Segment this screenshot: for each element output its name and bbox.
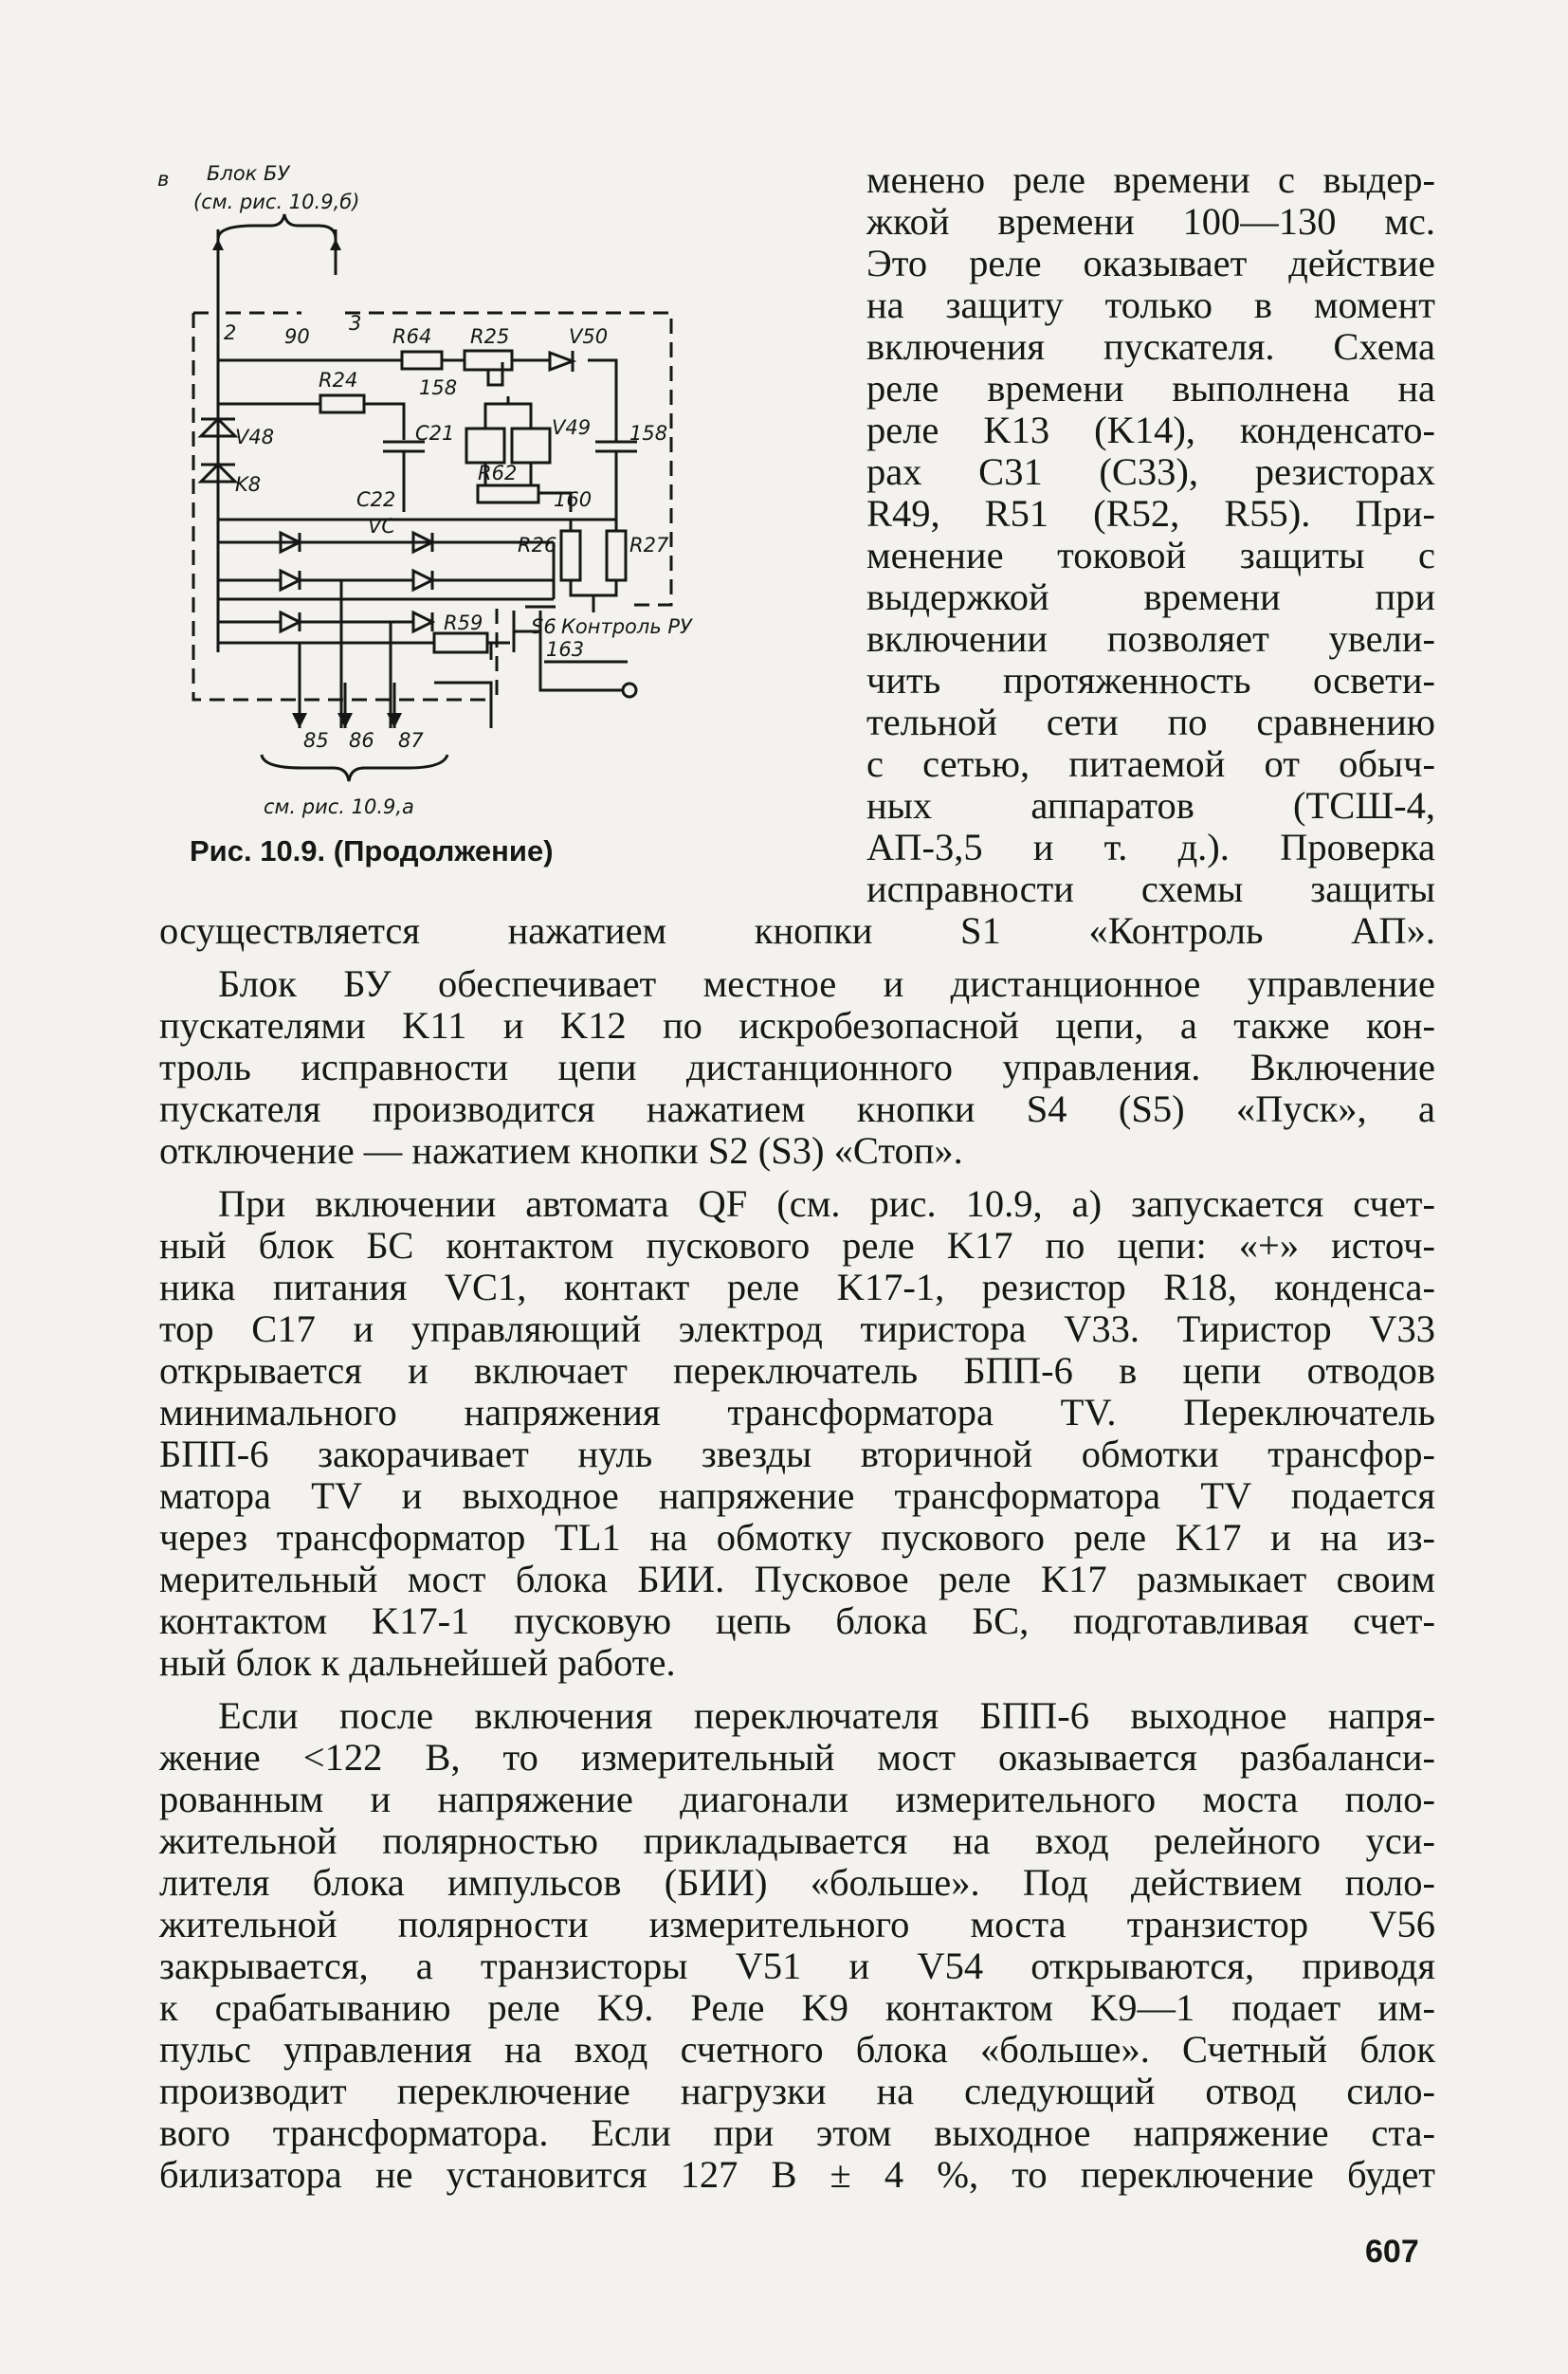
body-line-23: лителя блока импульсов (БИИ) «больше». Под действием поло-	[159, 1861, 1435, 1904]
circuit-diagram	[159, 159, 775, 823]
diagram-label-158a: 158	[419, 376, 458, 399]
body-line-6: отключение — нажатием кнопки S2 (S3) «Стоп».	[159, 1129, 963, 1172]
figure-caption: Рис. 10.9. (Продолжение)	[190, 834, 554, 867]
diagram-label-k8: V49	[552, 416, 592, 439]
body-line-22: жительной полярностью прикладывается на вход релейного уси-	[159, 1819, 1435, 1862]
body-line-18: ный блок к дальнейшей работе.	[159, 1641, 676, 1684]
body-line-11: открывается и включает переключатель БПП-6 в цепи отводов	[159, 1349, 1435, 1392]
body-line-26: к срабатыванию реле K9. Реле K9 контактом K9—1 подает им-	[159, 1986, 1435, 2029]
diagram-label-r25: R25	[470, 325, 510, 348]
diagram-label-r62: R62	[478, 462, 518, 484]
body-line-4: троль исправности цепи дистанционного управления. Включение	[159, 1046, 1435, 1088]
side-line-9: R49, R51 (R52, R55). При-	[866, 492, 1435, 535]
diagram-panel-letter: в	[157, 168, 170, 191]
diagram-label-v50: V50	[569, 325, 609, 348]
side-line-17: АП-3,5 и т. д.). Проверка	[866, 826, 1435, 868]
body-line-13: БПП-6 закорачивает нуль звезды вторичной обмотки трансфор-	[159, 1433, 1435, 1475]
side-line-15: с сетью, питаемой от обыч-	[866, 742, 1435, 785]
diagram-label-r27: R27	[629, 534, 669, 557]
diagram-label-2: 2	[224, 321, 237, 344]
body-line-12: минимального напряжения трансформатора TV. Переключатель	[159, 1391, 1435, 1434]
body-line-20: жение <122 В, то измерительный мост оказывается разбаланси-	[159, 1736, 1435, 1779]
diagram-label-85: 85	[303, 729, 329, 752]
diagram-label-3: 3	[349, 312, 362, 335]
diagram-label-vc: VC	[368, 515, 396, 538]
body-line-24: жительной полярности измерительного моста транзистор V56	[159, 1903, 1435, 1945]
body-line-1: осуществляется нажатием кнопки S1 «Контроль АП».	[159, 909, 1435, 952]
diagram-label-c22: 158	[629, 422, 668, 445]
body-line-21: рованным и напряжение диагонали измерительного моста поло-	[159, 1778, 1435, 1820]
diagram-block-ref: (см. рис. 10.9,б)	[193, 191, 360, 213]
body-line-17: контактом K17-1 пусковую цепь блока БС, подготавливая счет-	[159, 1599, 1435, 1642]
body-line-29: вого трансформатора. Если при этом выходное напряжение ста-	[159, 2111, 1435, 2154]
side-line-7: реле K13 (K14), конденсато-	[866, 409, 1435, 451]
side-line-10: менение токовой защиты с	[866, 534, 1435, 576]
body-line-28: производит переключение нагрузки на следующий отвод сило-	[159, 2070, 1435, 2112]
body-line-3: пускателями K11 и K12 по искробезопасной цепи, а также кон-	[159, 1004, 1435, 1047]
body-line-25: закрывается, а транзисторы V51 и V54 открываются, приводя	[159, 1945, 1435, 1987]
diagram-label-160: 160	[554, 488, 593, 511]
body-line-9: ника питания VC1, контакт реле K17-1, резистор R18, конденса-	[159, 1266, 1435, 1308]
diagram-bottom-ref: см. рис. 10.9,а	[264, 795, 414, 818]
body-line-7: При включении автомата QF (см. рис. 10.9, а) запускается счет-	[218, 1182, 1435, 1225]
body-line-16: мерительный мост блока БИИ. Пусковое реле K17 размыкает своим	[159, 1558, 1435, 1600]
diagram-label-s6: S6	[531, 615, 556, 638]
diagram-label-158b: C22	[356, 488, 396, 511]
diagram-label-v48: V48	[235, 426, 275, 448]
side-line-8: рах C31 (C33), резисторах	[866, 450, 1435, 493]
diagram-label-r64: R64	[392, 325, 432, 348]
body-line-8: ный блок БС контактом пускового реле K17 по цепи: «+» источ-	[159, 1224, 1435, 1267]
diagram-label-87: 87	[398, 729, 424, 752]
body-line-19: Если после включения переключателя БПП-6 выходное напря-	[218, 1694, 1435, 1737]
side-line-6: реле времени выполнена на	[866, 367, 1435, 410]
diagram-label-v49: K8	[235, 473, 262, 496]
body-line-30: билизатора не установится 127 В ± 4 %, то переключение будет	[159, 2153, 1435, 2196]
diagram-label-163: 163	[546, 638, 585, 661]
side-line-14: тельной сети по сравнению	[866, 701, 1435, 743]
diagram-block-label: Блок БУ	[207, 162, 290, 185]
diagram-label-control-ru: Контроль РУ	[561, 615, 692, 638]
side-line-1: менено реле времени с выдер-	[866, 158, 1435, 201]
body-line-5: пускателя производится нажатием кнопки S4 (S5) «Пуск», а	[159, 1087, 1435, 1130]
diagram-label-90: 90	[284, 325, 310, 348]
body-line-2: Блок БУ обеспечивает местное и дистанционное управление	[218, 962, 1435, 1005]
body-line-15: через трансформатор TL1 на обмотку пускового реле K17 и на из-	[159, 1516, 1435, 1559]
side-line-2: жкой времени 100—130 мс.	[866, 200, 1435, 243]
side-line-16: ных аппаратов (ТСШ-4,	[866, 784, 1435, 827]
side-line-11: выдержкой времени при	[866, 575, 1435, 618]
side-line-12: включении позволяет увели-	[866, 617, 1435, 660]
diagram-label-c21: C21	[415, 422, 455, 445]
page-number: 607	[1365, 2234, 1419, 2270]
body-line-10: тор C17 и управляющий электрод тиристора V33. Тиристор V33	[159, 1307, 1435, 1350]
side-line-5: включения пускателя. Схема	[866, 325, 1435, 368]
body-line-27: пульс управления на вход счетного блока «больше». Счетный блок	[159, 2028, 1435, 2071]
side-line-18: исправности схемы защиты	[866, 867, 1435, 910]
diagram-label-86: 86	[349, 729, 374, 752]
side-line-4: на защиту только в момент	[866, 283, 1435, 326]
diagram-label-r26: R26	[518, 534, 557, 557]
side-line-13: чить протяженность освети-	[866, 659, 1435, 702]
body-line-14: матора TV и выходное напряжение трансформатора TV подается	[159, 1474, 1435, 1517]
side-line-3: Это реле оказывает действие	[866, 242, 1435, 284]
diagram-label-r59: R59	[444, 612, 483, 634]
diagram-label-r24: R24	[319, 369, 358, 392]
